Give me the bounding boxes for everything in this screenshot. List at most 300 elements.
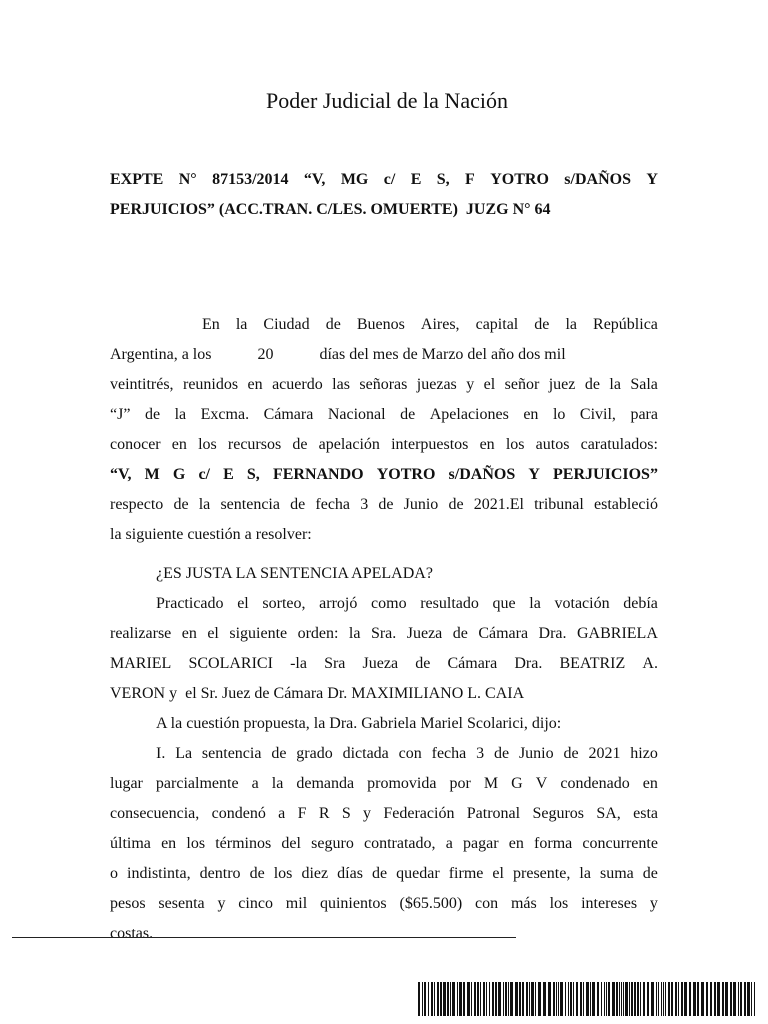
opening-line-2 bbox=[110, 340, 658, 370]
barcode-bar bbox=[730, 982, 732, 1016]
judgment-line-7-text: costas. bbox=[110, 925, 154, 942]
barcode-bar bbox=[621, 982, 622, 1016]
barcode-bar bbox=[606, 982, 607, 1016]
barcode-bar bbox=[467, 982, 470, 1016]
barcode-bar bbox=[697, 982, 699, 1016]
barcode-bar bbox=[612, 982, 615, 1016]
word: S, bbox=[246, 466, 260, 483]
barcode-bar bbox=[668, 982, 670, 1016]
word: de bbox=[249, 865, 265, 882]
word: como bbox=[371, 595, 407, 612]
word: respecto bbox=[110, 496, 164, 513]
word: señoras bbox=[359, 376, 408, 393]
barcode-bar bbox=[474, 982, 476, 1016]
word: quinientos bbox=[319, 895, 387, 912]
word: Federación bbox=[383, 805, 455, 822]
word: Sra. bbox=[370, 625, 397, 642]
barcode-bar bbox=[631, 982, 633, 1016]
word: de bbox=[290, 496, 306, 513]
word: las bbox=[332, 376, 350, 393]
barcode-bar bbox=[647, 982, 649, 1016]
word: SA, bbox=[596, 805, 621, 822]
word: contratado, bbox=[364, 835, 436, 852]
voting-line-4 bbox=[110, 679, 658, 709]
word: fecha bbox=[315, 496, 351, 513]
word: F bbox=[297, 805, 307, 822]
word: acuerdo bbox=[272, 376, 323, 393]
word: MARIEL bbox=[110, 655, 172, 672]
word: votación bbox=[554, 595, 610, 612]
word: la bbox=[609, 376, 621, 393]
barcode-bar bbox=[424, 982, 426, 1016]
word: Civil, bbox=[579, 406, 616, 423]
barcode-bar bbox=[629, 982, 630, 1016]
opening-line-8 bbox=[110, 520, 658, 550]
word: fecha bbox=[431, 745, 467, 762]
word: “J” bbox=[110, 406, 131, 423]
word: la bbox=[271, 775, 284, 792]
word: última bbox=[110, 835, 151, 852]
barcode-bar bbox=[422, 982, 423, 1016]
word: recursos bbox=[227, 436, 282, 453]
word: Jueza bbox=[362, 655, 399, 672]
court-header bbox=[0, 86, 768, 116]
word: de bbox=[642, 865, 658, 882]
barcode-bar bbox=[722, 982, 724, 1016]
word: MG bbox=[340, 171, 369, 188]
barcode-bar bbox=[450, 982, 451, 1016]
barcode-bar bbox=[440, 982, 442, 1016]
word: G bbox=[172, 466, 186, 483]
opening-line-2-post: días del mes de Marzo del año dos mil bbox=[319, 346, 566, 363]
word: suma bbox=[599, 865, 634, 882]
word: los bbox=[505, 436, 525, 453]
word: mil bbox=[285, 895, 308, 912]
word: EXPTE bbox=[110, 171, 164, 188]
word: y bbox=[217, 895, 226, 912]
word: consecuencia, bbox=[110, 805, 200, 822]
barcode-bar bbox=[684, 982, 687, 1016]
word: Junio bbox=[518, 745, 554, 762]
word: con bbox=[475, 895, 499, 912]
barcode-bar bbox=[665, 982, 666, 1016]
question-line bbox=[110, 559, 658, 589]
word: de bbox=[325, 316, 341, 333]
word: FERNANDO bbox=[272, 466, 364, 483]
word: 3 bbox=[360, 496, 369, 513]
voting-line-2 bbox=[110, 619, 658, 649]
barcode-bar bbox=[553, 982, 555, 1016]
footnote-separator bbox=[12, 937, 516, 938]
barcode-bar bbox=[431, 982, 433, 1016]
word: indistinta, bbox=[127, 865, 191, 882]
barcode-bar bbox=[583, 982, 584, 1016]
barcode-bar bbox=[489, 982, 490, 1016]
word: “V, bbox=[303, 171, 326, 188]
barcode-bar bbox=[656, 982, 657, 1016]
word: En bbox=[202, 316, 220, 333]
word: de bbox=[563, 745, 579, 762]
barcode-bar bbox=[463, 982, 465, 1016]
barcode-bar bbox=[538, 982, 541, 1016]
barcode-bar bbox=[508, 982, 509, 1016]
barcode-bar bbox=[751, 982, 752, 1016]
barcode-bar bbox=[477, 982, 479, 1016]
word: los bbox=[273, 865, 293, 882]
barcode-bar bbox=[619, 982, 620, 1016]
word: los bbox=[186, 835, 206, 852]
word: Practicado bbox=[156, 595, 224, 612]
word: con bbox=[398, 745, 422, 762]
word: Patronal bbox=[466, 805, 521, 822]
word: Seguros bbox=[532, 805, 584, 822]
word: grado bbox=[296, 745, 333, 762]
word: -la bbox=[290, 655, 307, 672]
word: E bbox=[223, 466, 234, 483]
word: Dra. bbox=[514, 655, 543, 672]
word: la bbox=[529, 595, 541, 612]
word: 2021.El bbox=[473, 496, 524, 513]
barcode-bar bbox=[623, 982, 624, 1016]
word: N° bbox=[178, 171, 197, 188]
barcode-bar bbox=[437, 982, 439, 1016]
word: Buenos bbox=[356, 316, 405, 333]
word: o bbox=[110, 865, 118, 882]
barcode-bar bbox=[706, 982, 708, 1016]
barcode-bar bbox=[678, 982, 679, 1016]
barcode-bar bbox=[510, 982, 513, 1016]
word: Apelaciones bbox=[429, 406, 509, 423]
barcode-bar bbox=[710, 982, 712, 1016]
barcode-bar bbox=[471, 982, 472, 1016]
judgment-line-3 bbox=[110, 799, 658, 829]
barcode-bar bbox=[428, 982, 429, 1016]
word: pagar bbox=[463, 835, 499, 852]
case-title-line bbox=[110, 460, 658, 490]
word: tribunal bbox=[534, 496, 584, 513]
word: I. bbox=[156, 745, 166, 762]
word: condenado bbox=[560, 775, 630, 792]
word: el bbox=[483, 376, 496, 393]
word: SCOLARICI bbox=[188, 655, 273, 672]
word: días bbox=[337, 865, 363, 882]
barcode-bar bbox=[492, 982, 494, 1016]
judgment-line-7 bbox=[110, 919, 658, 949]
case-caption-line-1 bbox=[110, 165, 658, 195]
word: forma bbox=[534, 835, 573, 852]
barcode-bar bbox=[597, 982, 599, 1016]
barcode-bar bbox=[498, 982, 501, 1016]
word: GABRIELA bbox=[576, 625, 658, 642]
opening-line-3 bbox=[110, 370, 658, 400]
word: dentro bbox=[199, 865, 241, 882]
word: quedar bbox=[396, 865, 440, 882]
barcode-bar bbox=[447, 982, 449, 1016]
word: en bbox=[508, 835, 524, 852]
word: ($65.500) bbox=[399, 895, 463, 912]
word: conocer bbox=[110, 436, 161, 453]
word: la bbox=[565, 316, 577, 333]
barcode-bar bbox=[535, 982, 536, 1016]
barcode-bar bbox=[586, 982, 589, 1016]
word: M bbox=[483, 775, 499, 792]
word: del bbox=[281, 835, 301, 852]
word: y bbox=[466, 376, 475, 393]
barcode-bar bbox=[558, 982, 559, 1016]
judgment-line-2 bbox=[110, 769, 658, 799]
barcode-bar bbox=[651, 982, 654, 1016]
word: a bbox=[445, 835, 453, 852]
barcode-bar bbox=[459, 982, 462, 1016]
word: parcialmente bbox=[155, 775, 239, 792]
case-caption-line-2 bbox=[110, 195, 658, 225]
word: 87153/2014 bbox=[212, 171, 289, 188]
word: realizarse bbox=[110, 625, 172, 642]
word: hizo bbox=[630, 745, 658, 762]
barcode-bar bbox=[661, 982, 662, 1016]
barcode-bar bbox=[658, 982, 659, 1016]
barcode-bar bbox=[522, 982, 524, 1016]
word: Nacional bbox=[327, 406, 386, 423]
barcode-bar bbox=[643, 982, 645, 1016]
word: Dra. bbox=[538, 625, 567, 642]
word: de bbox=[173, 496, 189, 513]
word: orden: bbox=[297, 625, 339, 642]
word: los bbox=[549, 895, 569, 912]
word: V bbox=[535, 775, 548, 792]
barcode-bar bbox=[693, 982, 696, 1016]
barcode-bar bbox=[604, 982, 605, 1016]
word: “V, bbox=[110, 466, 132, 483]
word: por bbox=[449, 775, 471, 792]
word: firme bbox=[448, 865, 484, 882]
judgment-line-5 bbox=[110, 859, 658, 889]
barcode-bar bbox=[625, 982, 628, 1016]
barcode-bar bbox=[714, 982, 716, 1016]
voting-line-1 bbox=[110, 589, 658, 619]
word: condenó bbox=[211, 805, 266, 822]
word: Y bbox=[646, 171, 658, 188]
word: S, bbox=[436, 171, 450, 188]
word: 2021 bbox=[588, 745, 621, 762]
paragraph-gap bbox=[110, 550, 658, 559]
word: y bbox=[363, 805, 372, 822]
opening-line-8-text: la siguiente cuestión a resolver: bbox=[110, 526, 312, 543]
barcode-bar bbox=[717, 982, 720, 1016]
barcode-bar bbox=[515, 982, 518, 1016]
barcode-bar bbox=[608, 982, 610, 1016]
barcode-bar bbox=[443, 982, 446, 1016]
word: Junio bbox=[403, 496, 439, 513]
word: de bbox=[271, 745, 287, 762]
barcode-bar bbox=[580, 982, 582, 1016]
opening-line-1 bbox=[110, 310, 658, 340]
barcode-bar bbox=[590, 982, 591, 1016]
word: a bbox=[251, 775, 259, 792]
word: de bbox=[415, 655, 431, 672]
word: autos bbox=[535, 436, 570, 453]
day-number: 20 bbox=[257, 346, 274, 363]
word: R bbox=[318, 805, 330, 822]
barcode-bar bbox=[701, 982, 704, 1016]
word: G bbox=[511, 775, 523, 792]
barcode-bar bbox=[733, 982, 736, 1016]
word: pesos bbox=[110, 895, 146, 912]
word: más bbox=[510, 895, 537, 912]
barcode-bar bbox=[634, 982, 636, 1016]
word: Ciudad bbox=[263, 316, 310, 333]
opening-paragraph bbox=[110, 310, 658, 550]
word: Y bbox=[528, 466, 540, 483]
word: sorteo, bbox=[262, 595, 306, 612]
word: Aires, bbox=[420, 316, 460, 333]
word: la bbox=[579, 865, 591, 882]
barcode-bar bbox=[560, 982, 563, 1016]
barcode-bar bbox=[568, 982, 569, 1016]
word: en bbox=[247, 376, 263, 393]
word: que bbox=[492, 595, 516, 612]
word: lo bbox=[552, 406, 566, 423]
word: Sala bbox=[630, 376, 658, 393]
document-body bbox=[110, 310, 658, 949]
word: Cámara bbox=[263, 406, 314, 423]
word: Cámara bbox=[447, 655, 498, 672]
word: en bbox=[479, 436, 495, 453]
word: promovida bbox=[367, 775, 437, 792]
barcode-bar bbox=[689, 982, 691, 1016]
barcode-bar bbox=[671, 982, 673, 1016]
word: S bbox=[341, 805, 351, 822]
word: términos bbox=[215, 835, 272, 852]
word: de bbox=[534, 316, 550, 333]
opening-line-2-pre: Argentina, a los bbox=[110, 346, 212, 363]
barcode-bar bbox=[601, 982, 602, 1016]
word: resultado bbox=[420, 595, 479, 612]
word: Sra bbox=[324, 655, 346, 672]
word: en bbox=[523, 406, 539, 423]
barcode-bar bbox=[570, 982, 572, 1016]
word: el bbox=[237, 595, 249, 612]
case-caption-line-2-text: PERJUICIOS” (ACC.TRAN. C/LES. OMUERTE) JUZG N° 64 bbox=[110, 201, 551, 218]
judgment-paragraph bbox=[110, 739, 658, 949]
word: de bbox=[378, 496, 394, 513]
word: en bbox=[642, 775, 658, 792]
word: cinco bbox=[238, 895, 273, 912]
word: caratulados: bbox=[580, 436, 658, 453]
word: la bbox=[174, 406, 187, 423]
word: para bbox=[630, 406, 658, 423]
word: siguiente bbox=[229, 625, 288, 642]
word: concurrente bbox=[582, 835, 658, 852]
word: en bbox=[181, 625, 197, 642]
word: 3 bbox=[476, 745, 485, 762]
barcode-image bbox=[418, 982, 758, 1016]
word: de bbox=[400, 406, 416, 423]
voting-line-3 bbox=[110, 649, 658, 679]
word: Excma. bbox=[200, 406, 250, 423]
word: diez bbox=[301, 865, 329, 882]
word: de bbox=[292, 436, 308, 453]
barcode-bar bbox=[526, 982, 528, 1016]
word: juezas bbox=[416, 376, 457, 393]
word: s/DAÑOS bbox=[564, 171, 631, 188]
word: la bbox=[348, 625, 361, 642]
barcode-bar bbox=[592, 982, 595, 1016]
word: debía bbox=[623, 595, 658, 612]
barcode-bar bbox=[565, 982, 566, 1016]
word: demanda bbox=[296, 775, 355, 792]
word: s/DAÑOS bbox=[448, 466, 516, 483]
question-text: ¿ES JUSTA LA SENTENCIA APELADA? bbox=[156, 565, 433, 582]
barcode-bar bbox=[531, 982, 534, 1016]
barcode-bar bbox=[744, 982, 746, 1016]
opening-line-5 bbox=[110, 430, 658, 460]
word: de bbox=[452, 625, 468, 642]
word: apelación bbox=[318, 436, 380, 453]
word: señor bbox=[504, 376, 540, 393]
barcode-bar bbox=[480, 982, 481, 1016]
barcode-bar bbox=[681, 982, 683, 1016]
word: F bbox=[465, 171, 475, 188]
barcode-bar bbox=[675, 982, 677, 1016]
barcode-bar bbox=[519, 982, 521, 1016]
word: República bbox=[593, 316, 658, 333]
word: y bbox=[649, 895, 658, 912]
barcode-bar bbox=[486, 982, 487, 1016]
word: capital bbox=[475, 316, 519, 333]
barcode-bar bbox=[452, 982, 455, 1016]
proposal-line bbox=[110, 709, 658, 739]
barcode-bar bbox=[740, 982, 742, 1016]
word: esta bbox=[633, 805, 658, 822]
opening-line-7 bbox=[110, 490, 658, 520]
barcode-bar bbox=[434, 982, 435, 1016]
barcode-bar bbox=[747, 982, 750, 1016]
word: Jueza bbox=[406, 625, 443, 642]
word: la bbox=[235, 316, 248, 333]
word: PERJUICIOS” bbox=[553, 466, 658, 483]
barcode-bar bbox=[483, 982, 485, 1016]
word: E bbox=[410, 171, 422, 188]
word: de bbox=[584, 376, 600, 393]
proposal-text: A la cuestión propuesta, la Dra. Gabriela Mariel Scolarici, dijo: bbox=[156, 715, 562, 732]
barcode-bar bbox=[725, 982, 728, 1016]
word: en bbox=[171, 436, 187, 453]
word: seguro bbox=[311, 835, 354, 852]
barcode-bar bbox=[637, 982, 639, 1016]
word: de bbox=[144, 406, 161, 423]
judgment-line-4 bbox=[110, 829, 658, 859]
word: BEATRIZ bbox=[559, 655, 626, 672]
barcode-bar bbox=[616, 982, 618, 1016]
barcode-bar bbox=[754, 982, 755, 1016]
word: presente, bbox=[513, 865, 571, 882]
court-name: Poder Judicial de la Nación bbox=[266, 88, 508, 113]
word: c/ bbox=[383, 171, 396, 188]
barcode-bar bbox=[576, 982, 578, 1016]
word: de bbox=[493, 745, 510, 762]
voting-paragraph bbox=[110, 589, 658, 709]
barcode-bar bbox=[548, 982, 551, 1016]
word: de bbox=[448, 496, 464, 513]
barcode-bar bbox=[573, 982, 574, 1016]
word: lugar bbox=[110, 775, 143, 792]
word: sentencia bbox=[220, 496, 280, 513]
word: dictada bbox=[342, 745, 389, 762]
word: La bbox=[175, 745, 193, 762]
barcode-bar bbox=[503, 982, 504, 1016]
word: veintitrés, bbox=[110, 376, 174, 393]
